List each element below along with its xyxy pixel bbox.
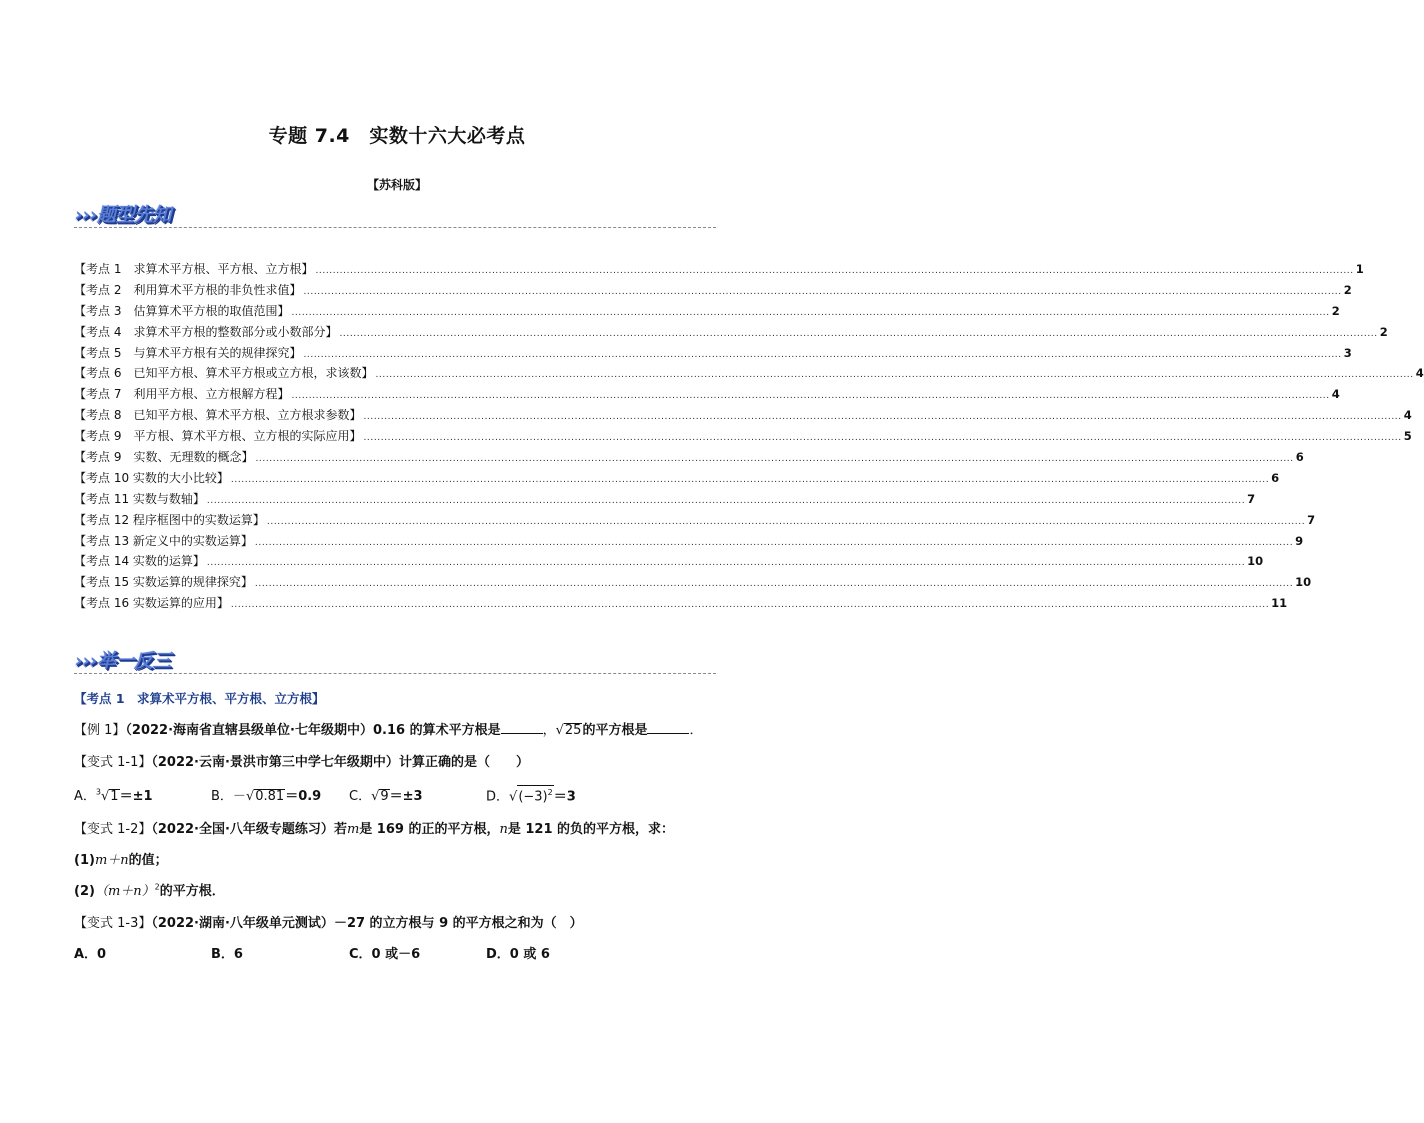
toc-leader-dots: ............................................................................................................................................................................................................................................................................................................ <box>303 349 1342 360</box>
sqrt-symbol: √ <box>245 789 255 804</box>
toc-entry-page: 2 <box>1379 324 1388 339</box>
toc-entry-label: 【考点 10 实数的大小比较】 <box>74 470 229 485</box>
divider <box>74 227 716 228</box>
toc-entry-page: 4 <box>1403 408 1412 423</box>
toc-entry[interactable] <box>74 532 1304 553</box>
toc-entry-page: 10 <box>1295 575 1312 590</box>
toc-entry-page: 4 <box>1331 387 1340 402</box>
toc-entry-label: 【考点 7 利用平方根、立方根解方程】 <box>74 387 290 402</box>
toc-entry[interactable] <box>74 302 1340 323</box>
toc-leader-dots: ............................................................................................................................................................................................................................................................................................................ <box>230 600 1270 611</box>
answer-blank[interactable] <box>501 721 543 734</box>
toc-entry-label: 【考点 9 实数、无理数的概念】 <box>74 450 254 465</box>
variant-1-1: 【变式 1-1】（2022·云南·景洪市第三中学七年级期中）计算正确的是（ ） <box>74 755 529 770</box>
toc-entry[interactable] <box>74 344 1352 365</box>
variant-1-2: 【变式 1-2】（2022·全国·八年级专题练习）若m是 169 的正的平方根，n是 121 的负的平方根，求： <box>74 822 675 837</box>
toc-entry[interactable] <box>74 490 1256 511</box>
option-a[interactable]: A．$^3$√1＝±1 <box>74 787 153 804</box>
toc-leader-dots: ............................................................................................................................................................................................................................................................................................................ <box>375 370 1414 381</box>
toc-entry-label: 【考点 3 估算算术平方根的取值范围】 <box>74 303 290 318</box>
toc-entry-page: 2 <box>1331 303 1340 318</box>
option-d[interactable]: D．0 或 6 <box>486 947 550 962</box>
variant-1-3: 【变式 1-3】（2022·湖南·八年级单元测试）－27 的立方根与 9 的平方根之和为（ ） <box>74 916 583 931</box>
toc-entry-label: 【考点 16 实数运算的应用】 <box>74 596 229 611</box>
toc-entry-label: 【考点 2 利用算术平方根的非负性求值】 <box>74 282 302 297</box>
toc-leader-dots: ............................................................................................................................................................................................................................................................................................................ <box>255 454 1294 465</box>
toc-entry-page: 10 <box>1247 554 1264 569</box>
toc-entry[interactable] <box>74 364 1424 385</box>
toc-entry[interactable] <box>74 511 1316 532</box>
toc-leader-dots: ............................................................................................................................................................................................................................................................................................................ <box>254 537 1294 548</box>
edition-label: 【苏科版】 <box>366 178 427 192</box>
sqrt-symbol: √ <box>371 789 380 804</box>
table-of-contents <box>74 260 1424 615</box>
variant-tag: 【变式 1-2】 <box>74 822 152 837</box>
toc-entry-page: 4 <box>1415 366 1424 381</box>
toc-entry-page: 11 <box>1271 596 1288 611</box>
toc-leader-dots: ............................................................................................................................................................................................................................................................................................................ <box>339 328 1378 339</box>
toc-entry-label: 【考点 4 求算术平方根的整数部分或小数部分】 <box>74 324 338 339</box>
option-d[interactable]: D．$√(-3)^2=3$ <box>486 785 576 804</box>
toc-entry-label: 【考点 11 实数与数轴】 <box>74 491 205 506</box>
section-heading: 【考点 1 求算术平方根、平方根、立方根】 <box>74 691 325 706</box>
toc-entry-page: 9 <box>1295 533 1304 548</box>
question-2: $(2)(m+n)^2$的平方根． <box>74 882 225 899</box>
toc-leader-dots: ............................................................................................................................................................................................................................................................................................................ <box>291 307 1330 318</box>
toc-leader-dots: ............................................................................................................................................................................................................................................................................................................ <box>266 516 1306 527</box>
toc-entry-label: 【考点 1 求算术平方根、平方根、立方根】 <box>74 262 314 276</box>
toc-entry-label: 【考点 9 平方根、算术平方根、立方根的实际应用】 <box>74 429 362 444</box>
toc-leader-dots: ............................................................................................................................................................................................................................................................................................................ <box>206 558 1246 569</box>
toc-entry[interactable] <box>74 385 1340 406</box>
toc-entry[interactable] <box>74 281 1352 302</box>
banner-toc: ›››题型先知 <box>75 204 171 226</box>
toc-entry-label: 【考点 15 实数运算的规律探究】 <box>74 575 253 590</box>
option-b[interactable]: B．－√0.81＝0.9 <box>211 789 322 804</box>
toc-entry-page: 2 <box>1343 282 1352 297</box>
divider <box>74 673 716 674</box>
toc-entry-page: 3 <box>1343 345 1352 360</box>
banner-practice: ›››举一反三 <box>75 650 171 672</box>
option-c[interactable]: C．√9＝±3 <box>349 789 423 804</box>
toc-entry-label: 【考点 12 程序框图中的实数运算】 <box>74 512 265 527</box>
toc-entry[interactable] <box>74 406 1412 427</box>
sqrt-symbol: √ <box>509 789 518 805</box>
cube-root-symbol: √ <box>101 789 110 804</box>
answer-blank[interactable] <box>647 721 689 734</box>
toc-entry[interactable] <box>74 260 1364 281</box>
toc-entry[interactable] <box>74 469 1280 490</box>
variant-tag: 【变式 1-1】 <box>74 755 152 770</box>
toc-entry-label: 【考点 8 已知平方根、算术平方根、立方根求参数】 <box>74 408 362 423</box>
toc-entry-page: 5 <box>1403 429 1412 444</box>
toc-entry[interactable] <box>74 427 1412 448</box>
toc-leader-dots: ............................................................................................................................................................................................................................................................................................................ <box>303 286 1342 297</box>
toc-entry[interactable] <box>74 552 1264 573</box>
toc-leader-dots: ............................................................................................................................................................................................................................................................................................................ <box>230 474 1270 485</box>
sqrt-symbol: √ <box>555 723 564 738</box>
option-a[interactable]: A．0 <box>74 947 107 962</box>
toc-leader-dots: ............................................................................................................................................................................................................................................................................................................ <box>206 495 1246 506</box>
variant-tag: 【变式 1-3】 <box>74 916 152 931</box>
toc-entry-page: 1 <box>1355 262 1364 276</box>
toc-entry-label: 【考点 6 已知平方根、算术平方根或立方根，求该数】 <box>74 366 374 381</box>
toc-entry-label: 【考点 5 与算术平方根有关的规律探究】 <box>74 345 302 360</box>
toc-entry[interactable] <box>74 448 1304 469</box>
toc-leader-dots: ............................................................................................................................................................................................................................................................................................................ <box>254 579 1294 590</box>
toc-entry-label: 【考点 14 实数的运算】 <box>74 554 205 569</box>
toc-entry-page: 7 <box>1247 491 1256 506</box>
example-1: 【例 1】（2022·海南省直辖县级单位·七年级期中）0.16 的算术平方根是 ，√25的平方根是 ． <box>74 723 703 738</box>
example-source: （2022·海南省直辖县级单位·七年级期中） <box>125 723 373 738</box>
toc-entry[interactable] <box>74 573 1312 594</box>
toc-entry[interactable] <box>74 594 1288 615</box>
toc-leader-dots: ............................................................................................................................................................................................................................................................................................................ <box>363 412 1402 423</box>
toc-leader-dots: ............................................................................................................................................................................................................................................................................................................ <box>291 391 1330 402</box>
example-text: 0.16 的算术平方根是 <box>372 723 501 738</box>
toc-entry-label: 【考点 13 新定义中的实数运算】 <box>74 533 253 548</box>
option-b[interactable]: B．6 <box>211 947 243 962</box>
toc-leader-dots: ............................................................................................................................................................................................................................................................................................................ <box>363 433 1402 444</box>
question-1: (1)m＋n的值； <box>74 853 168 868</box>
example-tag: 【例 1】 <box>74 723 126 738</box>
toc-entry-page: 7 <box>1307 512 1316 527</box>
option-c[interactable]: C．0 或－6 <box>349 947 421 962</box>
page-title: 专题 7.4 实数十六大必考点 <box>268 125 526 147</box>
toc-entry-page: 6 <box>1271 470 1280 485</box>
toc-entry[interactable] <box>74 323 1388 344</box>
toc-leader-dots: ............................................................................................................................................................................................................................................................................................................ <box>315 266 1354 276</box>
toc-entry-page: 6 <box>1295 450 1304 465</box>
